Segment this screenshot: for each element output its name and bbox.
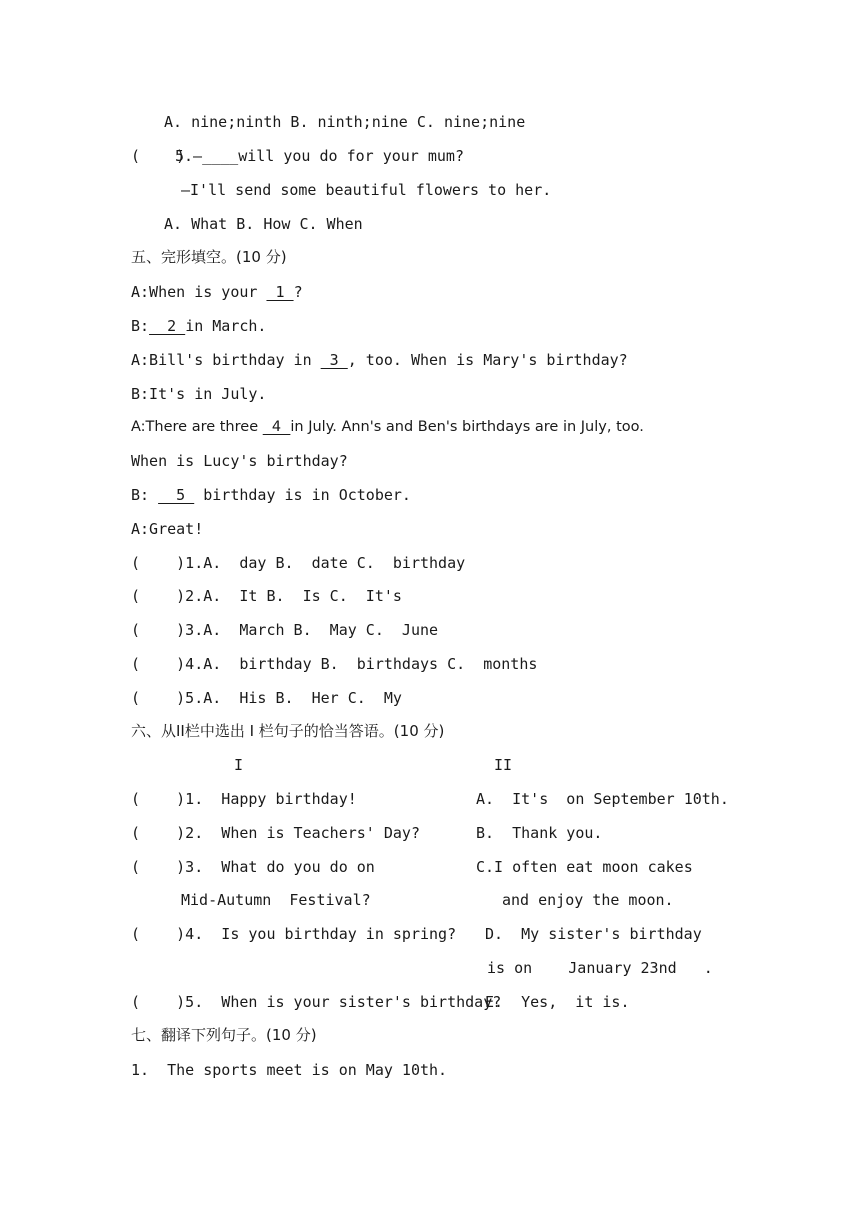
match-right-c-cont: and enjoy the moon. [502,891,674,909]
cloze-blank-3[interactable]: 3 [320,351,348,369]
match-left-3-cont: Mid-Autumn Festival? [181,891,371,909]
cloze-line-6: When is Lucy's birthday? [131,452,348,470]
cloze-blank-2[interactable]: 2 [149,317,186,335]
match-right-d-cont: is on January 23nd . [487,959,713,977]
match-col1-header: I [234,756,244,774]
q5-bracket[interactable]: ( ) [131,147,186,165]
match-heading: 六、从II栏中选出 I 栏句子的恰当答语。(10 分) [131,722,445,740]
match-left-5[interactable]: ( )5. When is your sister's birthday? [131,993,502,1011]
cloze-item-5[interactable]: ( )5.A. His B. Her C. My [131,689,402,707]
cloze-heading: 五、完形填空。(10 分) [131,248,287,266]
cloze-line-4: B:It's in July. [131,385,267,403]
translate-heading: 七、翻译下列句子。(10 分) [131,1026,317,1044]
translate-item-1: 1. The sports meet is on May 10th. [131,1061,448,1079]
match-left-2[interactable]: ( )2. When is Teachers' Day? [131,824,420,842]
cloze-line-1: A:When is your 1 ? [131,283,303,301]
cloze-line-8: A:Great! [131,520,204,538]
cloze-line-5: A:There are three 4 in July. Ann's and Ben's birthdays are in July, too. [131,419,644,435]
cloze-line-3: A:Bill's birthday in 3 , too. When is Mary's birthday? [131,351,628,369]
q4-options: A. nine;ninth B. ninth;nine C. nine;nine [164,113,526,131]
cloze-item-4[interactable]: ( )4.A. birthday B. birthdays C. months [131,655,538,673]
cloze-line-2: B: 2 in March. [131,317,267,335]
match-right-a: A. It's on September 10th. [476,790,729,808]
q5-answer: —I'll send some beautiful flowers to her. [181,181,552,199]
match-right-b: B. Thank you. [476,824,603,842]
match-left-4[interactable]: ( )4. Is you birthday in spring? [131,925,457,943]
cloze-item-1[interactable]: ( )1.A. day B. date C. birthday [131,554,466,572]
q5-question: 5.—____will you do for your mum? [175,147,464,165]
q5-options: A. What B. How C. When [164,215,363,233]
cloze-item-2[interactable]: ( )2.A. It B. Is C. It's [131,587,402,605]
cloze-item-3[interactable]: ( )3.A. March B. May C. June [131,621,439,639]
match-right-c: C.I often eat moon cakes [476,858,693,876]
match-right-e: E. Yes, it is. [485,993,630,1011]
cloze-blank-1[interactable]: 1 [266,283,294,301]
match-right-d: D. My sister's birthday [485,925,702,943]
cloze-blank-4[interactable]: 4 [262,419,291,435]
cloze-line-7: B: 5 birthday is in October. [131,486,411,504]
match-col2-header: II [494,756,513,774]
match-left-1[interactable]: ( )1. Happy birthday! [131,790,357,808]
cloze-blank-5[interactable]: 5 [158,486,195,504]
match-left-3[interactable]: ( )3. What do you do on [131,858,375,876]
